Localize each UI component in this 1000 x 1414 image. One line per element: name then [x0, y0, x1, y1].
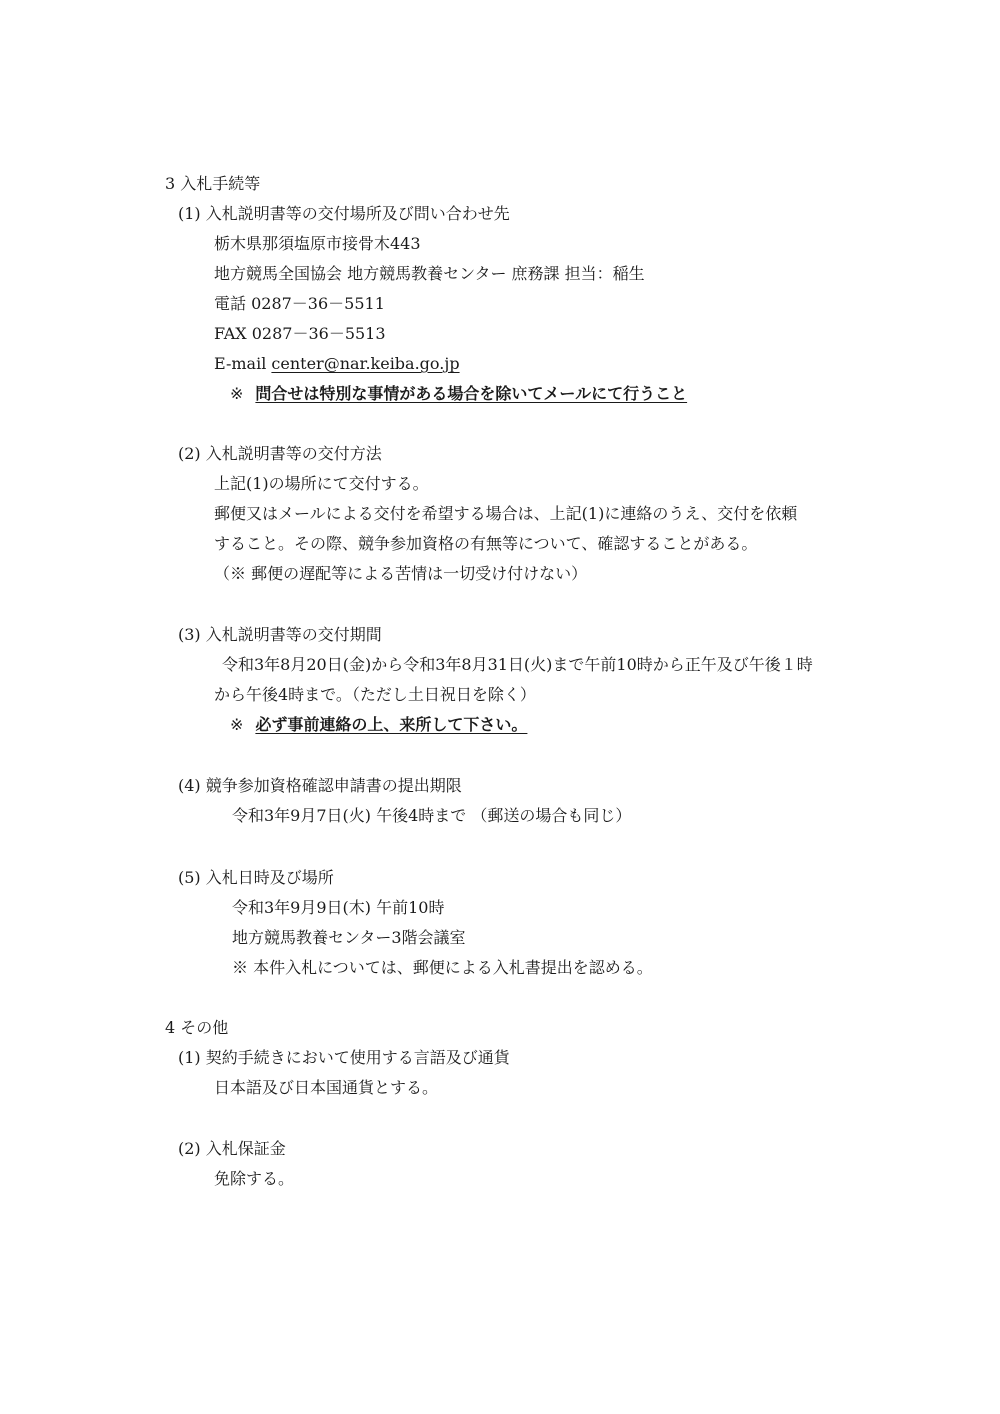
item-3-2-line2: 郵便又はメールによる交付を希望する場合は、上記(1)に連絡のうえ、交付を依頼	[214, 504, 798, 523]
organization: 地方競馬全国協会 地方競馬教養センター 庶務課 担当：稲生	[214, 264, 645, 283]
email-link[interactable]: center@nar.keiba.go.jp	[271, 354, 460, 373]
section-3-heading: 3 入札手続等	[165, 174, 261, 193]
email-line	[214, 354, 460, 374]
item-4-2-line1: 免除する。	[214, 1169, 295, 1188]
item-4-1-heading: (1) 契約手続きにおいて使用する言語及び通貨	[178, 1048, 510, 1067]
item-4-2-heading: (2) 入札保証金	[178, 1139, 286, 1158]
item-3-2-line1: 上記(1)の場所にて交付する。	[214, 474, 429, 493]
note-mark: ※	[230, 384, 244, 403]
visit-note-text: 必ず事前連絡の上、来所して下さい。	[255, 715, 528, 734]
item-3-5-line3: ※ 本件入札については、郵便による入札書提出を認める。	[232, 958, 653, 977]
item-3-1-heading: (1) 入札説明書等の交付場所及び問い合わせ先	[178, 204, 510, 223]
item-3-5-line1: 令和3年9月9日(木) 午前10時	[232, 898, 445, 917]
inquiry-note-text: 問合せは特別な事情がある場合を除いてメールにて行うこと	[255, 384, 688, 403]
note-mark: ※	[230, 715, 244, 734]
fax: FAX 0287－36－5513	[214, 324, 386, 343]
item-3-3-line1: 令和3年8月20日(金)から令和3年8月31日(火)まで午前10時から正午及び午後１時	[222, 655, 813, 674]
section-4-heading: 4 その他	[165, 1018, 229, 1037]
item-3-3-heading: (3) 入札説明書等の交付期間	[178, 625, 382, 644]
item-3-2-heading: (2) 入札説明書等の交付方法	[178, 444, 382, 463]
item-3-4-heading: (4) 競争参加資格確認申請書の提出期限	[178, 776, 462, 795]
inquiry-note	[230, 384, 687, 404]
item-3-5-heading: (5) 入札日時及び場所	[178, 868, 334, 887]
item-3-2-line3: すること。その際、競争参加資格の有無等について、確認することがある。	[214, 534, 758, 553]
email-label: E-mail	[214, 354, 272, 373]
item-3-5-line2: 地方競馬教養センター3階会議室	[232, 928, 466, 947]
address: 栃木県那須塩原市接骨木443	[214, 234, 421, 253]
visit-note	[230, 715, 527, 735]
item-3-2-line4: （※ 郵便の遅配等による苦情は一切受け付けない）	[214, 564, 588, 583]
item-4-1-line1: 日本語及び日本国通貨とする。	[214, 1078, 439, 1097]
telephone: 電話 0287－36－5511	[214, 294, 385, 313]
item-3-4-line1: 令和3年9月7日(火) 午後4時まで （郵送の場合も同じ）	[232, 806, 632, 825]
item-3-3-line2: から午後4時まで。（ただし土日祝日を除く）	[214, 685, 536, 704]
